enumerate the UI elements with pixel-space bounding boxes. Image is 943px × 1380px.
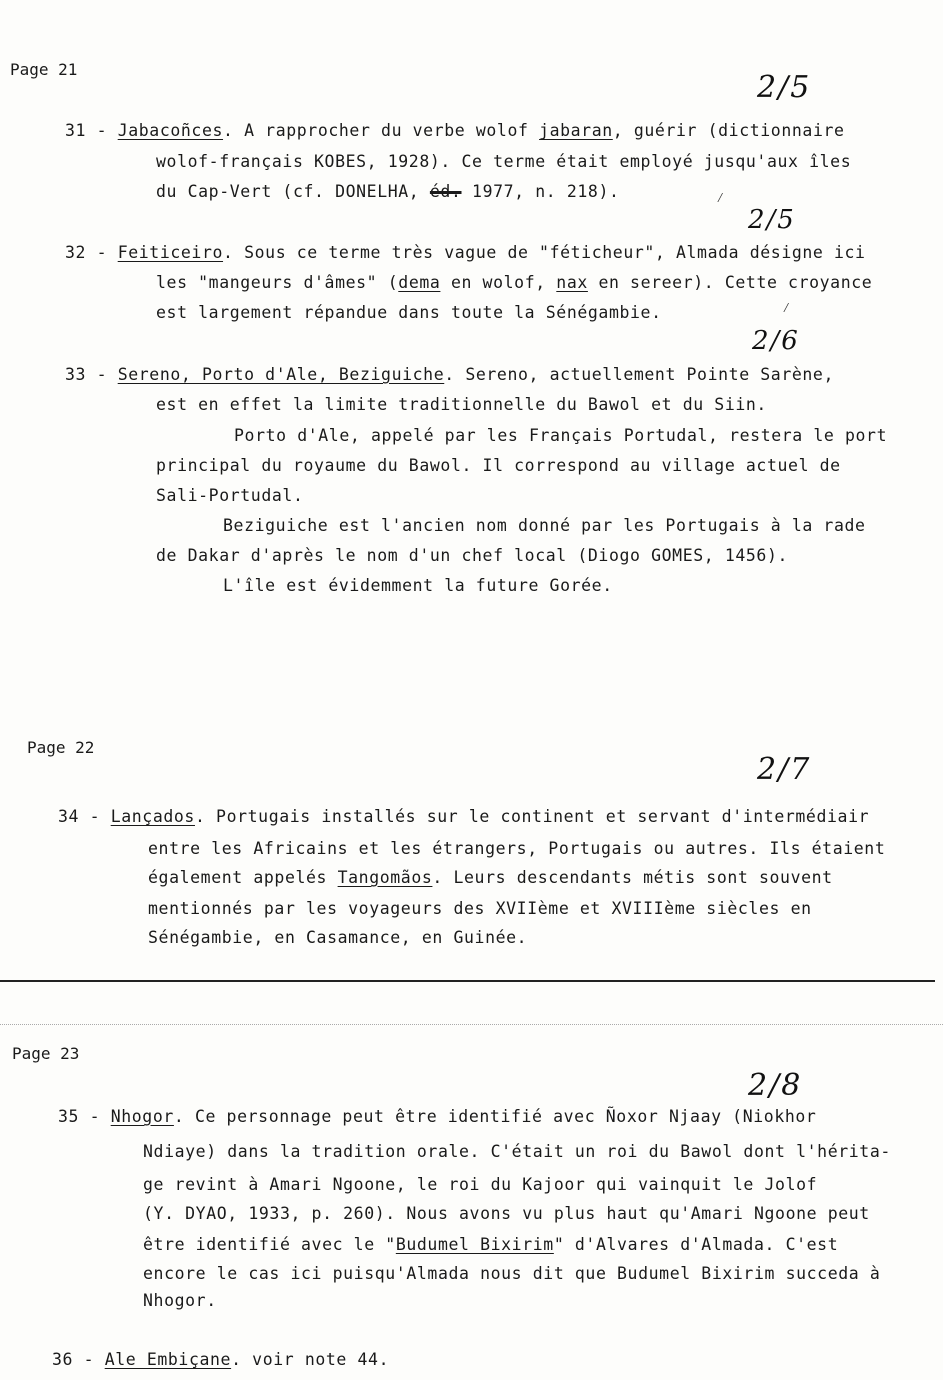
note-33-line-8: L'île est évidemment la future Gorée. <box>223 576 613 595</box>
note-36-number: 36 - <box>52 1350 95 1369</box>
note-33-term: Sereno, Porto d'Ale, Beziguiche <box>117 365 445 384</box>
note-31-line-2: wolof-français KOBES, 1928). Ce terme était employé jusqu'aux îles <box>156 152 852 171</box>
note-34-line-1: 34 - Lançados. Portugais installés sur le continent et servant d'intermédiair <box>58 807 870 826</box>
handwritten-note-2-5-a: 2/5 <box>757 70 812 105</box>
page-label-21: Page 21 <box>10 60 78 79</box>
note-31-term: Jabacoñces <box>117 121 224 140</box>
handwritten-note-2-6: 2/6 <box>752 326 800 356</box>
note-32-line-1: 32 - Feiticeiro. Sous ce terme très vague de "féticheur", Almada désigne ici <box>65 243 866 262</box>
note-32-line-2: les "mangeurs d'âmes" (dema en wolof, nax en sereer). Cette croyance <box>156 273 873 292</box>
page-divider-rule <box>0 980 935 982</box>
note-34-line-5: Sénégambie, en Casamance, en Guinée. <box>148 928 528 947</box>
note-33-line-2: est en effet la limite traditionnelle du Bawol et du Siin. <box>156 395 767 414</box>
note-36-term: Ale Embiçane <box>104 1350 232 1369</box>
note-33-line-6: Beziguiche est l'ancien nom donné par les Portugais à la rade <box>223 516 866 535</box>
note-34-line-4: mentionnés par les voyageurs des XVIIème et XVIIIème siècles en <box>148 899 812 918</box>
note-35-line-2: Ndiaye) dans la tradition orale. C'était un roi du Bawol dont l'hérita- <box>143 1142 891 1161</box>
note-31-line-1: 31 - Jabacoñces. A rapprocher du verbe wolof jabaran, guérir (dictionnaire <box>65 121 845 140</box>
handwritten-note-2-7: 2/7 <box>757 752 812 787</box>
note-35-term: Nhogor <box>110 1107 174 1126</box>
note-35-line-6: encore le cas ici puisqu'Almada nous dit que Budumel Bixirim succeda à <box>143 1264 881 1283</box>
handwritten-note-2-8: 2/8 <box>748 1068 803 1103</box>
note-35-number: 35 - <box>58 1107 101 1126</box>
note-33-line-3: Porto d'Ale, appelé par les Français Portudal, restera le port <box>234 426 888 445</box>
note-32-line-3: est largement répandue dans toute la Sénégambie. <box>156 303 662 322</box>
pencil-tick-mark: ⁄ <box>716 190 725 206</box>
page-label-22: Page 22 <box>27 738 95 757</box>
dotted-separator <box>0 1024 943 1025</box>
note-32-number: 32 - <box>65 243 108 262</box>
note-34-line-2: entre les Africains et les étrangers, Portugais ou autres. Ils étaient <box>148 839 886 858</box>
note-35-line-3: ge revint à Amari Ngoone, le roi du Kajoor qui vainquit le Jolof <box>143 1175 818 1194</box>
note-32-term: Feiticeiro <box>117 243 224 262</box>
note-33-line-4: principal du royaume du Bawol. Il correspond au village actuel de <box>156 456 841 475</box>
note-35-line-7: Nhogor. <box>143 1291 217 1310</box>
note-33-line-5: Sali-Portudal. <box>156 486 304 505</box>
note-35-line-4: (Y. DYAO, 1933, p. 260). Nous avons vu plus haut qu'Amari Ngoone peut <box>143 1204 870 1223</box>
page-label-23: Page 23 <box>12 1044 80 1063</box>
note-35-line-5: être identifié avec le "Budumel Bixirim" d'Alvares d'Almada. C'est <box>143 1235 839 1254</box>
pencil-tick-mark-2: ⁄ <box>782 300 791 316</box>
note-31-line-3: du Cap-Vert (cf. DONELHA, éd. 1977, n. 218). <box>156 182 620 201</box>
note-34-term: Lançados <box>110 807 195 826</box>
note-33-number: 33 - <box>65 365 108 384</box>
note-34-number: 34 - <box>58 807 101 826</box>
note-35-line-1: 35 - Nhogor. Ce personnage peut être identifié avec Ñoxor Njaay (Niokhor <box>58 1107 817 1126</box>
note-31-number: 31 - <box>65 121 108 140</box>
handwritten-note-2-5-b: 2/5 <box>748 205 796 235</box>
note-33-line-7: de Dakar d'après le nom d'un chef local (Diogo GOMES, 1456). <box>156 546 789 565</box>
note-33-line-1: 33 - Sereno, Porto d'Ale, Beziguiche. Sereno, actuellement Pointe Sarène, <box>65 365 835 384</box>
struck-edition: éd. <box>429 182 462 201</box>
note-34-line-3: également appelés Tangomãos. Leurs descendants métis sont souvent <box>148 868 833 887</box>
note-36-line-1: 36 - Ale Embiçane. voir note 44. <box>52 1350 390 1369</box>
